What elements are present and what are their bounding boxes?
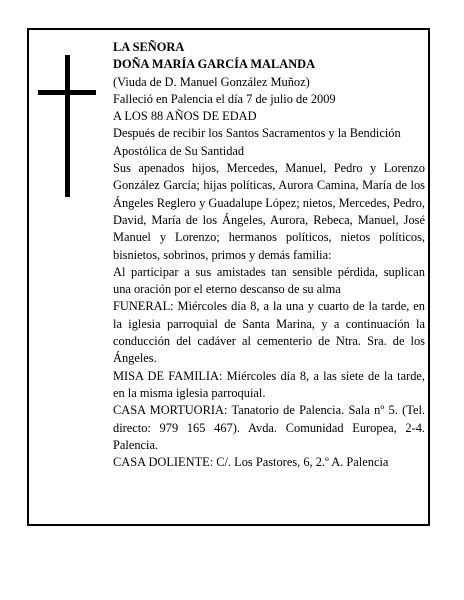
- death-line: Falleció en Palencia el día 7 de julio de 2009: [113, 91, 336, 106]
- family-paragraph: Sus apenados hijos, Mercedes, Manuel, Pedro y Lorenzo González García; hijas políticas, Aurora Camina, María de los Ángeles Reglero y Guadalupe López; nietos, Mercedes, Pedro, David, María de los Ángeles, Aurora, Rebeca, Manuel, José Manuel y Lorenzo; hermanos políticos, nietos políticos, bisnietos, sobrinos, primos y demás familia:: [113, 161, 425, 262]
- sacraments-paragraph: Después de recibir los Santos Sacramentos y la Bendición Apostólica de Su Santidad: [113, 126, 401, 158]
- request-paragraph: Al participar a sus amistades tan sensible pérdida, suplican una oración por el eterno descanso de su alma: [113, 264, 425, 297]
- cross-icon: [38, 55, 96, 197]
- obituary-text: [113, 39, 425, 471]
- cross-vertical-bar: [65, 55, 70, 197]
- mortuary-paragraph: CASA MORTUORIA: Tanatorio de Palencia. Sala nº 5. (Tel. directo: 979 165 467). Avda. Comunidad Europea, 2-4. Palencia.: [113, 403, 425, 452]
- family-mass-paragraph: MISA DE FAMILIA: Miércoles día 8, a las siete de la tarde, en la misma iglesia parroquial.: [113, 368, 425, 400]
- home-paragraph: CASA DOLIENTE: C/. Los Pastores, 6, 2.º A. Palencia: [113, 455, 389, 470]
- funeral-paragraph: FUNERAL: Miércoles día 8, a la una y cuarto de la tarde, en la iglesia parroquial de Santa Marina, y a continuación la conducción del cadáver al cementerio de Ntra. Sra. de los Ángeles.: [113, 299, 425, 366]
- age-line: A LOS 88 AÑOS DE EDAD: [113, 109, 257, 124]
- deceased-name: DOÑA MARÍA GARCÍA MALANDA: [113, 57, 316, 72]
- cross-horizontal-bar: [38, 90, 96, 95]
- honorific-title: LA SEÑORA: [113, 40, 185, 54]
- widow-of-line: (Viuda de D. Manuel González Muñoz): [113, 74, 310, 89]
